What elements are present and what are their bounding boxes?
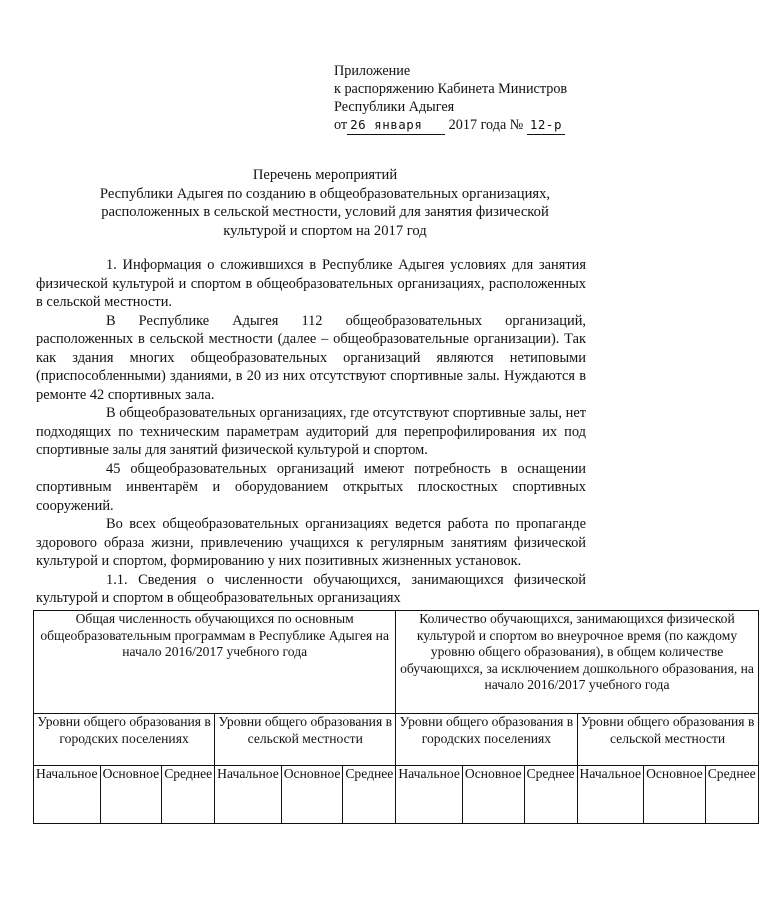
- title-line-4: культурой и спортом на 2017 год: [223, 222, 427, 239]
- date-prefix: от: [334, 117, 348, 133]
- appendix-line-1: Приложение: [334, 63, 411, 79]
- level-header: Основное: [100, 766, 162, 824]
- title-line-1: Перечень мероприятий: [252, 167, 398, 183]
- level-header: Основное: [462, 766, 524, 824]
- appendix-block: [334, 62, 567, 135]
- document-body: [36, 256, 586, 608]
- level-header: Основное: [644, 766, 706, 824]
- appendix-date-line: [334, 116, 567, 135]
- handwritten-number: 12-р: [527, 116, 565, 135]
- paragraph-5: Во всех общеобразовательных организациях ведется работа по пропаганде здорового образа жизни, привлечению учащихся к регулярным занятиям физической культурой и спортом, формированию у них позитивных жизненных установок.: [36, 516, 586, 569]
- level-header: Начальное: [215, 766, 282, 824]
- appendix-line-2: к распоряжению Кабинета Министров: [334, 81, 568, 97]
- group-header: Уровни общего образования в сельской местности: [215, 714, 396, 766]
- appendix-line-3: Республики Адыгея: [334, 99, 455, 115]
- group-header: Уровни общего образования в городских поселениях: [34, 714, 215, 766]
- table-header-total: Общая численность обучающихся по основным общеобразовательным программам в Республике Адыгея на начало 2016/2017 учебного года: [34, 611, 396, 714]
- level-header: Начальное: [34, 766, 101, 824]
- level-header: Среднее: [162, 766, 215, 824]
- group-header: Уровни общего образования в сельской местности: [577, 714, 758, 766]
- level-header: Начальное: [577, 766, 644, 824]
- table-header-sports: Количество обучающихся, занимающихся физической культурой и спортом во внеурочное время (по каждому уровню общего образования), в общем количестве обучающихся, за исключением дошкольного образования, на начало 2016/2017 учебного года: [396, 611, 758, 714]
- group-header: Уровни общего образования в городских поселениях: [396, 714, 577, 766]
- title-line-3: расположенных в сельской местности, условий для занятия физической: [101, 204, 549, 220]
- level-header: Основное: [281, 766, 343, 824]
- level-header: Начальное: [396, 766, 463, 824]
- paragraph-3: В общеобразовательных организациях, где отсутствуют спортивные залы, нет подходящих по техническим параметрам аудиторий для перепрофилирования их под спортивные залы для занятий физической культурой и спортом.: [36, 405, 586, 458]
- paragraph-2: В Республике Адыгея 112 общеобразовательных организаций, расположенных в сельской местности (далее – общеобразовательные организации). Так как здания многих общеобразовательных организаций являются нетиповыми (приспособленными) зданиями, в 20 из них отсутствуют спортивные залы. Нуждаются в ремонте 42 спортивных зала.: [36, 312, 586, 403]
- level-header: Среднее: [705, 766, 758, 824]
- document-title: [60, 166, 590, 240]
- paragraph-1: 1. Информация о сложившихся в Республике Адыгея условиях для занятия физической культурой и спортом в общеобразовательных организациях, расположенных в сельской местности.: [36, 257, 586, 310]
- level-header: Среднее: [524, 766, 577, 824]
- paragraph-6: 1.1. Сведения о численности обучающихся, занимающихся физической культурой и спортом в общеобразовательных организациях: [36, 571, 586, 606]
- title-line-2: Республики Адыгея по созданию в общеобразовательных организациях,: [99, 185, 551, 202]
- students-table: [33, 610, 759, 824]
- paragraph-4: 45 общеобразовательных организаций имеют потребность в оснащении спортивным инвентарём и оборудованием открытых плоскостных спортивных сооружений.: [36, 460, 586, 514]
- level-header: Среднее: [343, 766, 396, 824]
- date-suffix: 2017 года №: [448, 117, 524, 133]
- handwritten-date: 26 января: [347, 116, 445, 135]
